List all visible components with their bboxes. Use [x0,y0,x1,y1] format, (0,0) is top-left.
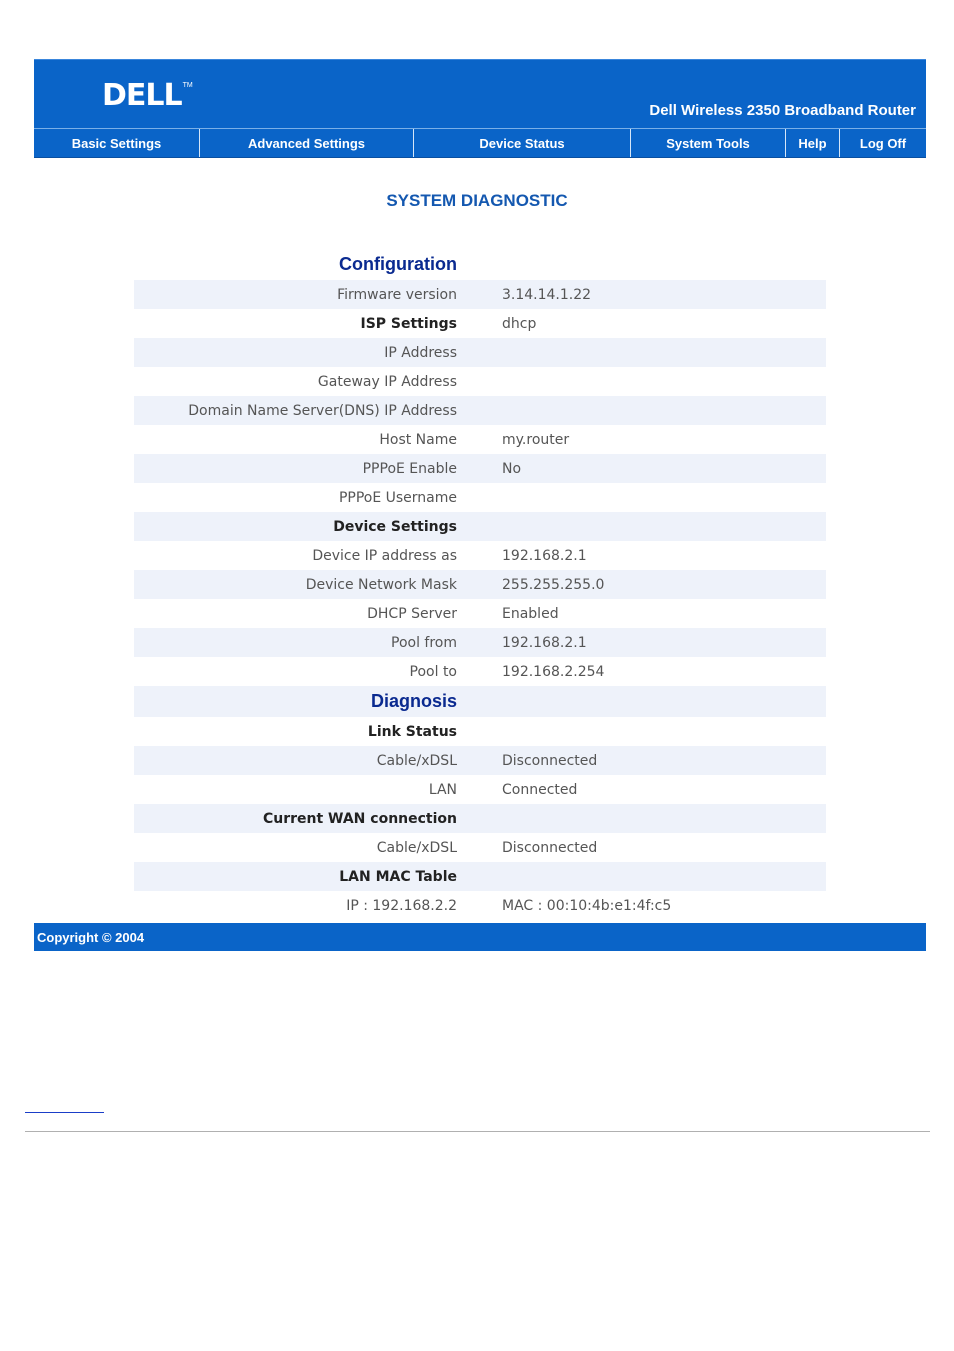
router-title: Dell Wireless 2350 Broadband Router [649,102,916,119]
table-row [134,891,826,920]
row-label: Cable/xDSL [376,839,457,856]
table-row [134,541,826,570]
page-title: SYSTEM DIAGNOSTIC [386,191,568,210]
nav-advanced-settings[interactable]: Advanced Settings [200,129,414,157]
table-row [134,657,826,686]
nav-help[interactable]: Help [786,129,840,157]
table-row [134,628,826,657]
table-row [134,775,826,804]
subsection-device-settings [134,512,826,541]
row-value: 255.255.255.0 [502,576,605,593]
row-value: MAC : 00:10:4b:e1:4f:c5 [502,897,672,914]
row-value: 192.168.2.1 [502,547,587,564]
subsection-lan-mac-table [134,862,826,891]
row-label: LAN MAC Table [339,868,457,885]
row-value: dhcp [502,315,537,332]
row-label: LAN [428,781,457,798]
row-value: Enabled [502,605,559,622]
row-label: IP Address [384,344,457,361]
table-row [134,570,826,599]
row-label: Pool to [409,663,457,680]
row-label: Diagnosis [370,691,457,711]
subsection-current-wan [134,804,826,833]
row-label: Firmware version [337,286,457,303]
table-row [134,367,826,396]
row-label: Gateway IP Address [317,373,457,390]
row-label: Current WAN connection [262,810,457,827]
row-label: ISP Settings [360,315,457,332]
main-nav [34,128,926,158]
header-banner [34,59,926,128]
table-row [134,599,826,628]
row-value: Disconnected [502,752,598,769]
row-label: Cable/xDSL [376,752,457,769]
row-value: No [502,460,522,477]
row-label: Device Network Mask [305,576,457,593]
logo-text: DELL [102,78,182,113]
table-row [134,483,826,512]
table-row [134,338,826,367]
table-row [134,454,826,483]
table-row [134,425,826,454]
table-row [134,746,826,775]
table-row [134,833,826,862]
link-underline[interactable] [25,1112,104,1113]
row-value: Connected [502,781,578,798]
nav-system-tools[interactable]: System Tools [631,129,786,157]
horizontal-divider [25,1131,930,1132]
nav-log-off[interactable]: Log Off [859,135,907,151]
dell-logo [102,78,193,114]
logo-trademark: TM [182,82,193,89]
table-row [134,309,826,338]
row-label: PPPoE Enable [362,460,457,477]
row-label: Pool from [391,634,457,651]
subsection-link-status [134,717,826,746]
row-value: 192.168.2.1 [502,634,587,651]
row-label: Host Name [379,431,457,448]
section-configuration [134,249,826,280]
row-label: IP : 192.168.2.2 [346,897,457,914]
nav-device-status[interactable]: Device Status [414,129,631,157]
row-label: Device Settings [333,518,457,535]
row-label: Device IP address as [312,547,457,564]
row-label: Domain Name Server(DNS) IP Address [188,402,457,419]
row-label: PPPoE Username [338,489,457,506]
copyright-text: Copyright © 2004 [37,929,145,945]
nav-basic-settings[interactable]: Basic Settings [34,129,200,157]
row-value: 192.168.2.254 [502,663,605,680]
row-value: Disconnected [502,839,598,856]
table-row [134,280,826,309]
row-label: Link Status [367,723,457,740]
footer-bar [34,923,926,951]
section-diagnosis [134,686,826,717]
row-value: my.router [502,431,570,448]
row-value: 3.14.14.1.22 [502,286,592,303]
table-row [134,396,826,425]
row-label: Configuration [339,254,457,274]
row-label: DHCP Server [367,605,457,622]
diagnostic-table [134,249,826,920]
